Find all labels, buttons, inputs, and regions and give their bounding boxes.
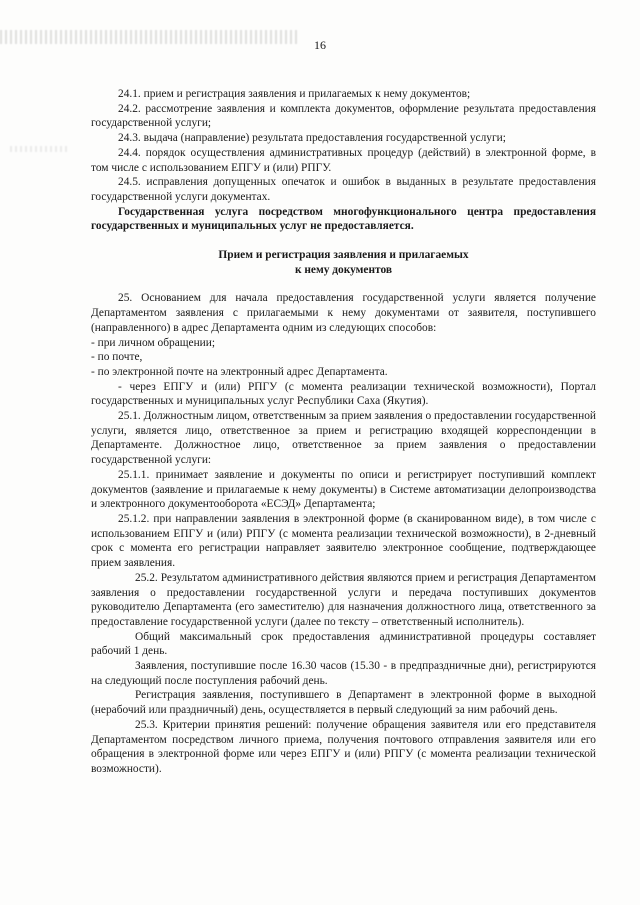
list-item: - при личном обращении; [91, 336, 216, 349]
list-item: 24.4. порядок осуществления административных процедур (действий) в электронной форме, в том числе с использованием ЕПГУ и (или) РПГУ. [91, 146, 596, 174]
list-item: 24.2. рассмотрение заявления и комплекта документов, оформление результата предоставления государственной услуги; [91, 102, 596, 130]
document-body [91, 87, 596, 777]
page-number: 16 [314, 38, 326, 52]
section-heading [91, 248, 596, 277]
list-item: - через ЕПГУ и (или) РПГУ (с момента реализации технической возможности), Портал государственных и муниципальных услуг Республики Саха (Якутия). [91, 380, 596, 408]
paragraph: 25.1.1. принимает заявление и документы по описи и регистрирует поступивший комплект документов (заявление и прилагаемые к нему документы) в Системе автоматизации делопроизводства и электронного документооборота «ЕСЭД» Департамента; [91, 468, 596, 511]
scan-artifact [10, 146, 70, 152]
paragraph: Заявления, поступившие после 16.30 часов (15.30 - в предпраздничные дни), регистрируются на следующий после поступления рабочий день. [91, 660, 596, 687]
list-item: - по почте, [91, 351, 143, 364]
list-item: 24.5. исправления допущенных опечаток и ошибок в выданных в результате предоставления государственной услуги документах. [91, 176, 596, 203]
section-heading-line1: Прием и регистрация заявления и прилагаемых [218, 249, 469, 262]
paragraph: 25. Основанием для начала предоставления государственной услуги является получение Департаментом заявления с прилагаемыми к нему документами от заявителя, поступившего (направленного) в адрес Департамента одним из следующих способов: [91, 292, 596, 334]
mfc-notice: Государственная услуга посредством многофункционального центра предоставления государственных и муниципальных услуг не предоставляется. [91, 205, 596, 233]
section-heading-line2: к нему документов [294, 263, 393, 276]
paragraph: Общий максимальный срок предоставления административной процедуры составляет рабочий 1 день. [91, 630, 596, 658]
paragraph: Регистрация заявления, поступившего в Департамент в электронной форме в выходной (нерабочий или праздничный) день, осуществляется в первый следующий за ним рабочий день. [91, 689, 596, 717]
paragraph: 25.3. Критерии принятия решений: получение обращения заявителя или его представителя Департаментом посредством личного приема, получения почтового отправления заявителя или его обращения в электронной форме или через ЕПГУ и (или) РПГУ (с момента реализации технической возможности). [91, 718, 596, 775]
paragraph: 25.1. Должностным лицом, ответственным за прием заявления о предоставлении государственной услуги, является лицо, ответственное за прием и регистрацию входящей корреспонденции в Департаменте. Должностное лицо, ответственное за прием заявления о предоставлении государственной услуги: [91, 410, 596, 467]
paragraph: 25.1.2. при направлении заявления в электронной форме (в сканированном виде), в том числе с использованием ЕПГУ и (или) РПГУ (с момента реализации технической возможности), в 2-дневный срок с момента его регистрации направляет заявителю электронное сообщение, подтверждающее прием заявления. [91, 512, 596, 570]
list-item: 24.1. прием и регистрация заявления и прилагаемых к нему документов; [118, 88, 471, 100]
list-item: 24.3. выдача (направление) результата предоставления государственной услуги; [118, 132, 506, 145]
paragraph: 25.2. Результатом административного действия являются прием и регистрация Департаментом заявления о предоставлении государственной услуги и передача поступивших документов руководителю Департамента (его заместителю) для назначения должностного лица, ответственного за предоставление государственной услуги (далее по тексту – ответственный исполнитель). [91, 571, 596, 628]
list-item: - по электронной почте на электронный адрес Департамента. [91, 365, 388, 378]
